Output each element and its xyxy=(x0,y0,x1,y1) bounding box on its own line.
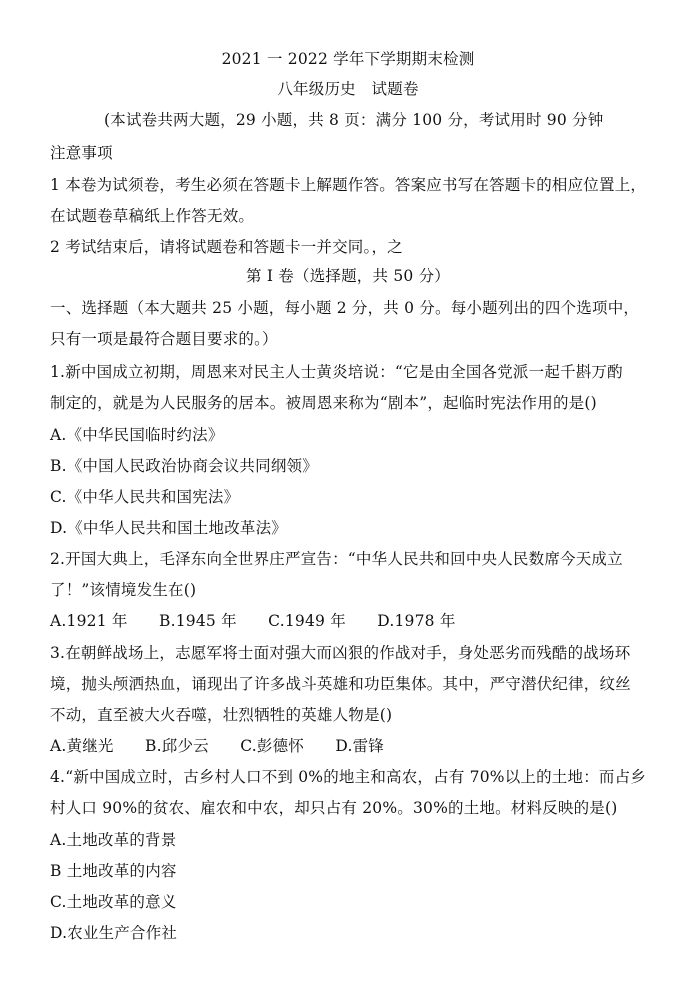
question-2-stem-line-2: 了！”该情境发生在() xyxy=(50,581,197,599)
question-1-option-d: D.《中华人民共和国土地改革法》 xyxy=(50,519,288,537)
question-4-option-d: D.农业生产合作社 xyxy=(50,924,178,942)
question-4-option-b: B 土地改革的内容 xyxy=(50,862,177,880)
question-3-stem-line-2: 境，抛头颅洒热血，诵现出了许多战斗英雄和功臣集体。其中，严守潜伏纪律，纹丝 xyxy=(50,675,631,693)
exam-title: 2021 一 2022 学年下学期期末检测 xyxy=(221,50,475,68)
question-1-option-c: C.《中华人民共和国宪法》 xyxy=(50,488,240,506)
question-1-stem-line-1: 1.新中国成立初期，周恩来对民主人士黄炎培说：“它是由全国各党派一起千斟万酌 xyxy=(50,363,623,381)
notice-item-2: 2 考试结束后，请将试题卷和答题卡一并交同。，之 xyxy=(50,238,403,256)
question-4-option-c: C.土地改革的意义 xyxy=(50,893,177,911)
question-3-stem-line-1: 3.在朝鲜战场上，志愿军将士面对强大而凶狠的作战对手，身处恶劣而残酷的战场环 xyxy=(50,644,631,662)
question-4-stem-line-1: 4.“新中国成立时，古乡村人口不到 0%的地主和高农，占有 70%以上的土地：而占乡 xyxy=(50,768,647,786)
section-intro-line-2: 只有一项是最符合题目要求的。） xyxy=(50,330,278,348)
question-4-stem-line-2: 村人口 90%的贫农、雇农和中农，却只占有 20%。30%的土地。材料反映的是() xyxy=(50,799,618,817)
notice-heading: 注意事项 xyxy=(50,144,113,162)
section-intro-line-1: 一、选择题（本大题共 25 小题，每小题 2 分，共 0 分。每小题列出的四个选项中， xyxy=(50,299,640,317)
exam-info: (本试卷共两大题，29 小题，共 8 页：满分 100 分，考试用时 90 分钟 xyxy=(104,111,604,129)
question-2-stem-line-1: 2.开国大典上，毛泽东向全世界庄严宣告：“中华人民共和回中央人民数席今天成立 xyxy=(50,550,623,568)
question-1-option-a: A.《中华民国临时约法》 xyxy=(50,426,224,444)
question-4-option-a: A.土地改革的背景 xyxy=(50,831,177,849)
question-1-stem-line-2: 制定的，就是为人民服务的居本。被周恩来称为“剧本”，起临时宪法作用的是() xyxy=(50,394,597,412)
exam-subtitle: 八年级历史 试题卷 xyxy=(277,80,419,98)
section-title: 第 I 卷（选择题，共 50 分） xyxy=(246,267,450,285)
question-3-stem-line-3: 不动，直至被大火吞噬，壮烈牺牲的英雄人物是() xyxy=(50,706,393,724)
question-1-option-b: B.《中国人民政治协商会议共同纲领》 xyxy=(50,457,318,475)
question-2-options: A.1921 年 B.1945 年 C.1949 年 D.1978 年 xyxy=(50,612,456,630)
notice-item-1-line-2: 在试题卷草稿纸上作答无效。 xyxy=(50,207,255,225)
notice-item-1-line-1: 1 本卷为试须卷，考生必须在答题卡上解题作答。答案应书写在答题卡的相应位置上， xyxy=(50,176,647,194)
question-3-options: A.黄继光 B.邱少云 C.彭德怀 D.雷锋 xyxy=(50,737,384,755)
